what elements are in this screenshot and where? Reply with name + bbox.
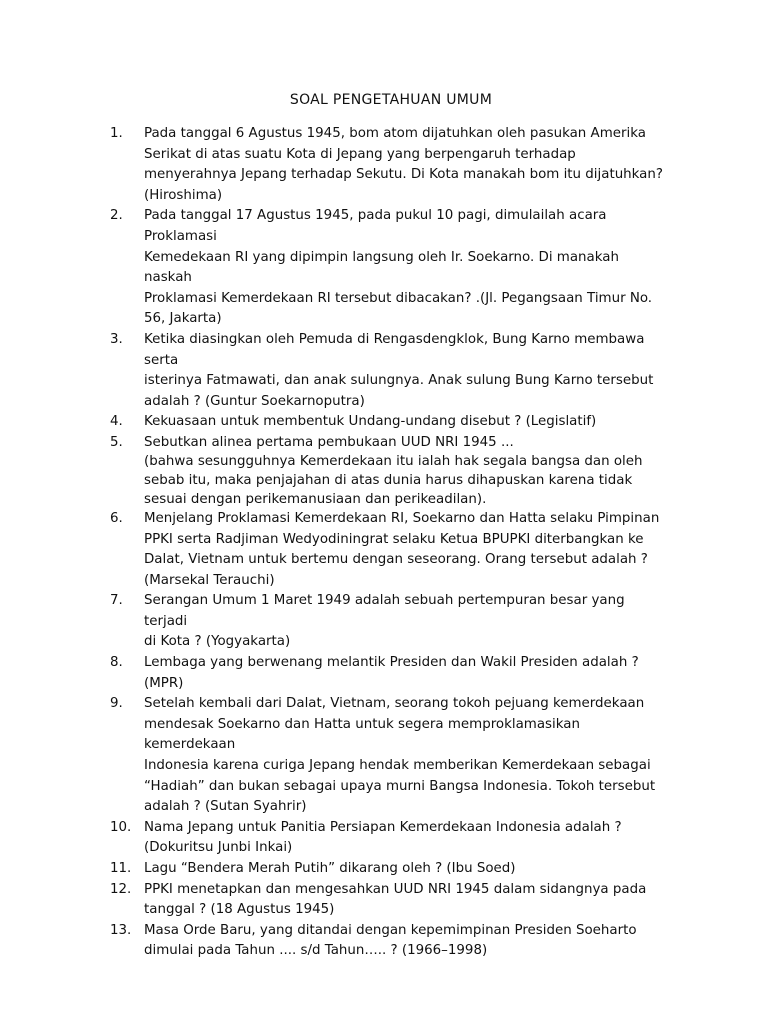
question-number: 1. <box>110 126 123 141</box>
question-item-12 <box>110 880 670 921</box>
question-number: 4. <box>110 414 123 430</box>
question-item-11 <box>110 859 670 880</box>
question-text: PPKI menetapkan dan mengesahkan UUD NRI 1945 dalam sidangnya pada tanggal ? (18 Agustus 1945) <box>144 881 647 918</box>
question-number: 5. <box>110 434 123 450</box>
question-number: 7. <box>110 593 123 609</box>
question-item-7 <box>110 591 670 653</box>
question-item-5 <box>110 433 670 509</box>
question-text: Serangan Umum 1 Maret 1949 adalah sebuah pertempuran besar yang terjadi di Kota ? (Yogyakarta) <box>144 593 625 650</box>
question-number: 6. <box>110 510 123 526</box>
question-list <box>110 124 670 962</box>
question-text: Nama Jepang untuk Panitia Persiapan Kemerdekaan Indonesia adalah ? (Dokuritsu Junbi Inkai) <box>144 819 622 856</box>
question-text: Pada tanggal 17 Agustus 1945, pada pukul 10 pagi, dimulailah acara Proklamasi Kemedekaan RI yang dipimpin langsung oleh Ir. Soekarno. Di manakah naskah Proklamasi Kemerdekaan RI tersebut dibacakan? .(Jl. Pegangsaan Timur No. 56, Jakarta) <box>144 208 653 327</box>
question-item-1 <box>110 124 670 206</box>
question-item-8 <box>110 653 670 694</box>
question-text: Sebutkan alinea pertama pembukaan UUD NRI 1945 ... (bahwa sesungguhnya Kemerdekaan itu ialah hak segala bangsa dan oleh sebab itu, maka penjajahan di atas dunia harus dihapuskan karena tidak sesuai dengan perikemanusiaan dan perikeadilan). <box>144 434 643 507</box>
question-number: 12. <box>110 881 132 897</box>
question-text: Setelah kembali dari Dalat, Vietnam, seorang tokoh pejuang kemerdekaan mendesak Soekarno dan Hatta untuk segera memproklamasikan kemerdekaan Indonesia karena curiga Jepang hendak memberikan Kemerdekaan sebagai “Hadiah” dan bukan sebagai upaya murni Bangsa Indonesia. Tokoh tersebut adalah ? (Sutan Syahrir) <box>144 696 656 815</box>
question-item-2 <box>110 206 670 330</box>
question-text: Lagu “Bendera Merah Putih” dikarang oleh ? (Ibu Soed) <box>144 861 516 876</box>
question-text: Lembaga yang berwenang melantik Presiden dan Wakil Presiden adalah ? (MPR) <box>144 655 639 691</box>
question-item-4 <box>110 412 670 433</box>
question-number: 9. <box>110 696 123 712</box>
question-number: 10. <box>110 819 132 835</box>
question-number: 3. <box>110 331 123 347</box>
question-text: Kekuasaan untuk membentuk Undang-undang disebut ? (Legislatif) <box>144 414 597 430</box>
question-number: 2. <box>110 208 123 224</box>
question-text: Ketika diasingkan oleh Pemuda di Rengasdengklok, Bung Karno membawa serta isterinya Fatmawati, dan anak sulungnya. Anak sulung Bung Karno tersebut adalah ? (Guntur Soekarnoputra) <box>144 331 654 409</box>
question-item-10 <box>110 818 670 859</box>
document-title: SOAL PENGETAHUAN UMUM <box>289 92 493 108</box>
question-item-3 <box>110 330 670 412</box>
question-item-9 <box>110 694 670 818</box>
question-number: 13. <box>110 922 132 938</box>
question-text: Masa Orde Baru, yang ditandai dengan kepemimpinan Presiden Soeharto dimulai pada Tahun .... s/d Tahun….. ? (1966–1998) <box>144 922 637 959</box>
question-text: Menjelang Proklamasi Kemerdekaan RI, Soekarno dan Hatta selaku Pimpinan PPKI serta Radjiman Wedyodiningrat selaku Ketua BPUPKI diterbangkan ke Dalat, Vietnam untuk bertemu dengan seseorang. Orang tersebut adalah ? (Marsekal Terauchi) <box>144 510 660 588</box>
question-item-6 <box>110 509 670 591</box>
question-text: Pada tanggal 6 Agustus 1945, bom atom dijatuhkan oleh pasukan Amerika Serikat di atas suatu Kota di Jepang yang berpengaruh terhadap menyerahnya Jepang terhadap Sekutu. Di Kota manakah bom itu dijatuhkan? (Hiroshima) <box>144 126 663 203</box>
question-item-13 <box>110 921 670 962</box>
question-number: 11. <box>110 861 132 876</box>
question-number: 8. <box>110 655 123 671</box>
